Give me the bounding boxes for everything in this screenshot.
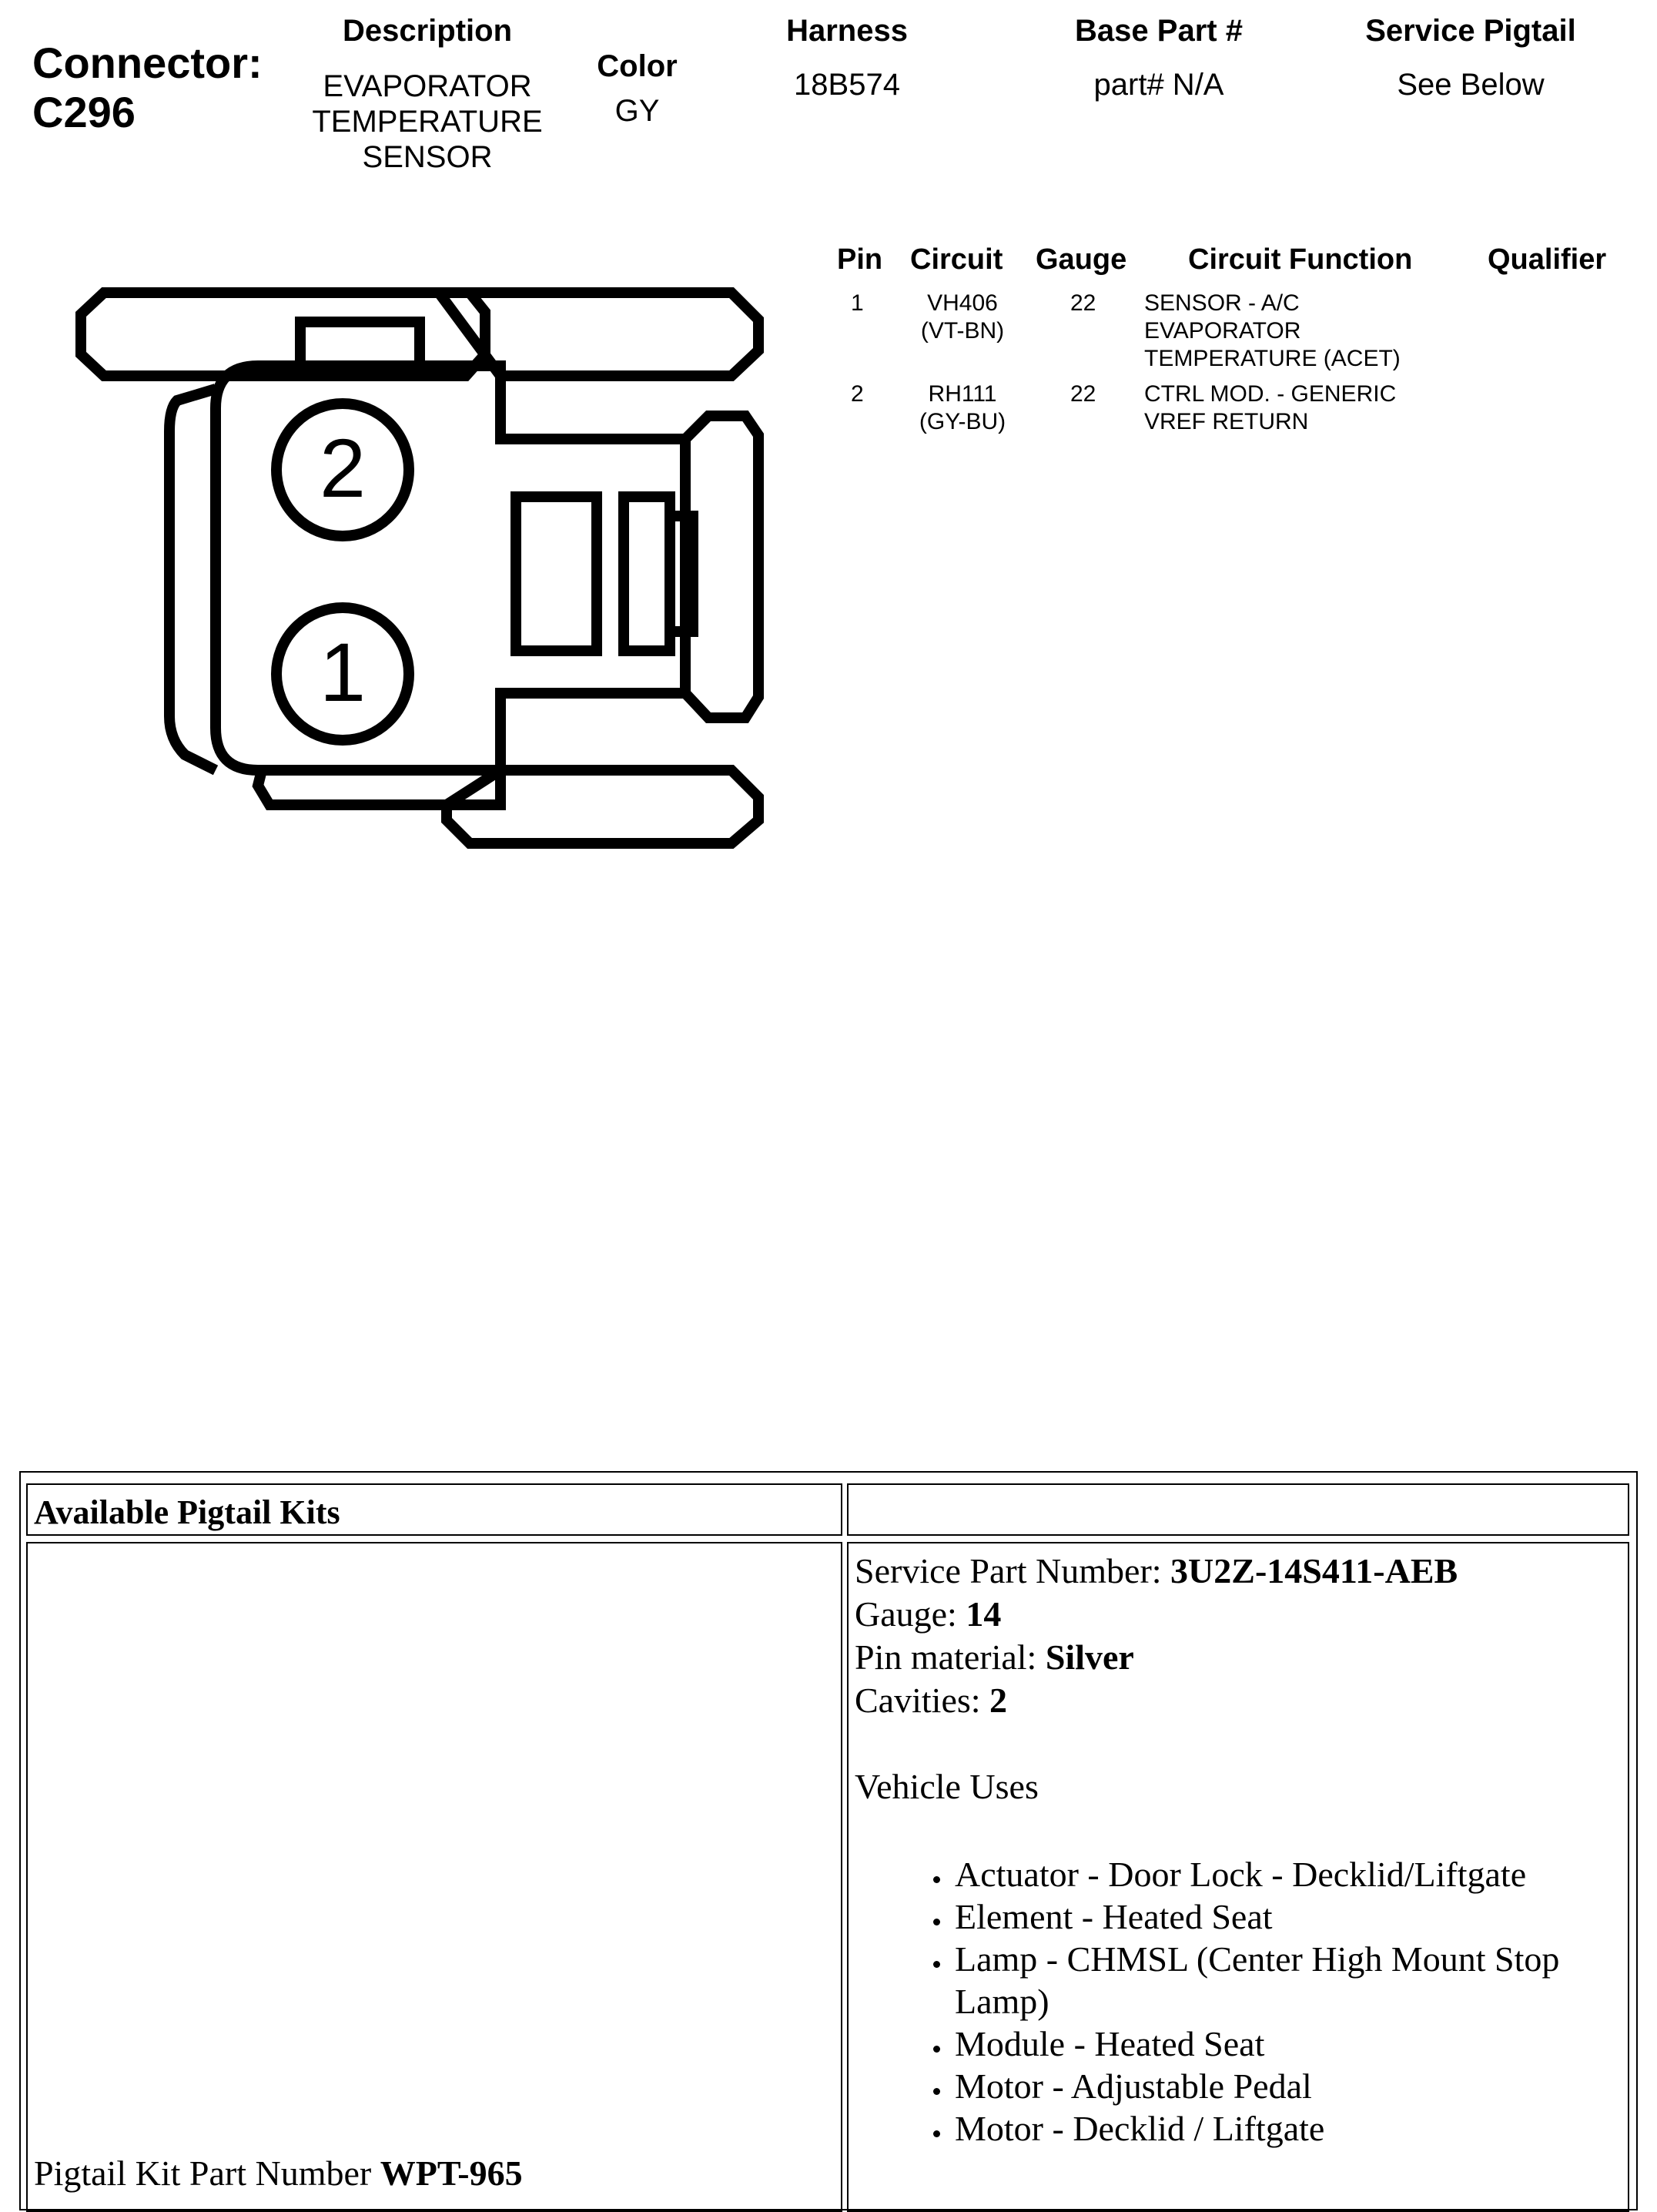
pigtail-empty-header-cell (847, 1483, 1629, 1536)
circuit-id: VH406 (927, 290, 998, 316)
function-line: EVAPORATOR (1144, 318, 1301, 344)
cavities-value: 2 (989, 1681, 1008, 1720)
function-cell (1144, 380, 1396, 436)
service-part-value: 3U2Z-14S411-AEB (1170, 1551, 1458, 1590)
service-pigtail-header: Service Pigtail (1365, 14, 1576, 48)
description-column (273, 14, 581, 175)
vehicle-use-item: • Motor - Adjustable Pedal (952, 2065, 1622, 2107)
function-cell (1144, 290, 1401, 373)
harness-value: 18B574 (794, 68, 900, 102)
pin-material-value: Silver (1045, 1637, 1134, 1677)
description-value (273, 69, 581, 175)
gauge-cell: 22 (1070, 290, 1096, 316)
pin-label-2: 2 (319, 421, 367, 514)
vehicle-use-item: • Element - Heated Seat (952, 1895, 1622, 1938)
connector-id: C296 (32, 88, 136, 136)
pigtail-kit-cell (26, 1542, 842, 2212)
function-line: TEMPERATURE (ACET) (1144, 346, 1401, 371)
gauge-label: Gauge: (855, 1594, 966, 1634)
connector-label (32, 39, 263, 137)
gauge-cell: 22 (1070, 381, 1096, 407)
connector-face-diagram (69, 277, 778, 863)
base-part-value: part# N/A (1093, 68, 1224, 102)
service-part-number (855, 1550, 1622, 1593)
vehicle-uses-label: Vehicle Uses (855, 1767, 1039, 1806)
service-part-label: Service Part Number: (855, 1551, 1171, 1590)
circuit-cell (897, 290, 1028, 345)
col-header-gauge: Gauge (1036, 243, 1127, 276)
description-line: EVAPORATOR (323, 69, 532, 103)
vehicle-use-item: • Actuator - Door Lock - Decklid/Liftgate (952, 1853, 1622, 1895)
pin-material-label: Pin material: (855, 1637, 1046, 1677)
function-line: CTRL MOD. - GENERIC (1144, 381, 1397, 407)
col-header-pin: Pin (837, 243, 883, 276)
kit-number: WPT-965 (380, 2153, 523, 2193)
description-header: Description (342, 14, 513, 48)
pin-label-1: 1 (319, 625, 367, 719)
color-value: GY (614, 94, 660, 128)
col-header-qualifier: Qualifier (1488, 243, 1607, 276)
pigtail-kits-title-cell (26, 1483, 842, 1536)
center-key-right (624, 497, 670, 651)
gauge-info (855, 1593, 1622, 1636)
center-key-left (516, 497, 597, 651)
harness-column (739, 14, 955, 102)
service-pigtail-value: See Below (1397, 68, 1545, 102)
circuit-color: (GY-BU) (919, 409, 1006, 434)
pin-number: 2 (851, 381, 864, 407)
pigtail-kits-title: Available Pigtail Kits (34, 1493, 340, 1531)
col-header-circuit: Circuit (910, 243, 1003, 276)
description-line: TEMPERATURE (312, 105, 543, 139)
base-part-header: Base Part # (1075, 14, 1243, 48)
cavities-label: Cavities: (855, 1681, 990, 1720)
pigtail-info-cell (847, 1542, 1629, 2212)
circuit-cell (897, 380, 1028, 436)
vehicle-use-item: • Lamp - CHMSL (Center High Mount Stop Lamp) (952, 1938, 1622, 2023)
function-line: VREF RETURN (1144, 409, 1309, 434)
col-header-circuit-function: Circuit Function (1188, 243, 1413, 276)
color-header: Color (597, 49, 678, 83)
base-part-column (1032, 14, 1286, 102)
vehicle-use-item: • Module - Heated Seat (952, 2023, 1622, 2065)
function-line: SENSOR - A/C (1144, 290, 1300, 316)
vehicle-uses-list (855, 1853, 1622, 2150)
service-pigtail-column (1340, 14, 1602, 102)
gauge-value: 14 (966, 1594, 1002, 1634)
pin-number: 1 (851, 290, 864, 316)
kit-label: Pigtail Kit Part Number (34, 2153, 380, 2193)
harness-header: Harness (786, 14, 908, 48)
circuit-color: (VT-BN) (920, 318, 1005, 344)
vehicle-use-item: • Motor - Decklid / Liftgate (952, 2107, 1622, 2150)
pigtail-kit-part-number (34, 2152, 523, 2195)
left-side-rail (169, 389, 216, 770)
top-center-tab (300, 322, 420, 366)
cavities-info (855, 1679, 1622, 1722)
connector-label-text: Connector: (32, 39, 263, 87)
pin-material-info (855, 1636, 1622, 1679)
color-column (566, 49, 708, 129)
description-line: SENSOR (362, 140, 493, 174)
circuit-id: RH111 (928, 381, 997, 407)
